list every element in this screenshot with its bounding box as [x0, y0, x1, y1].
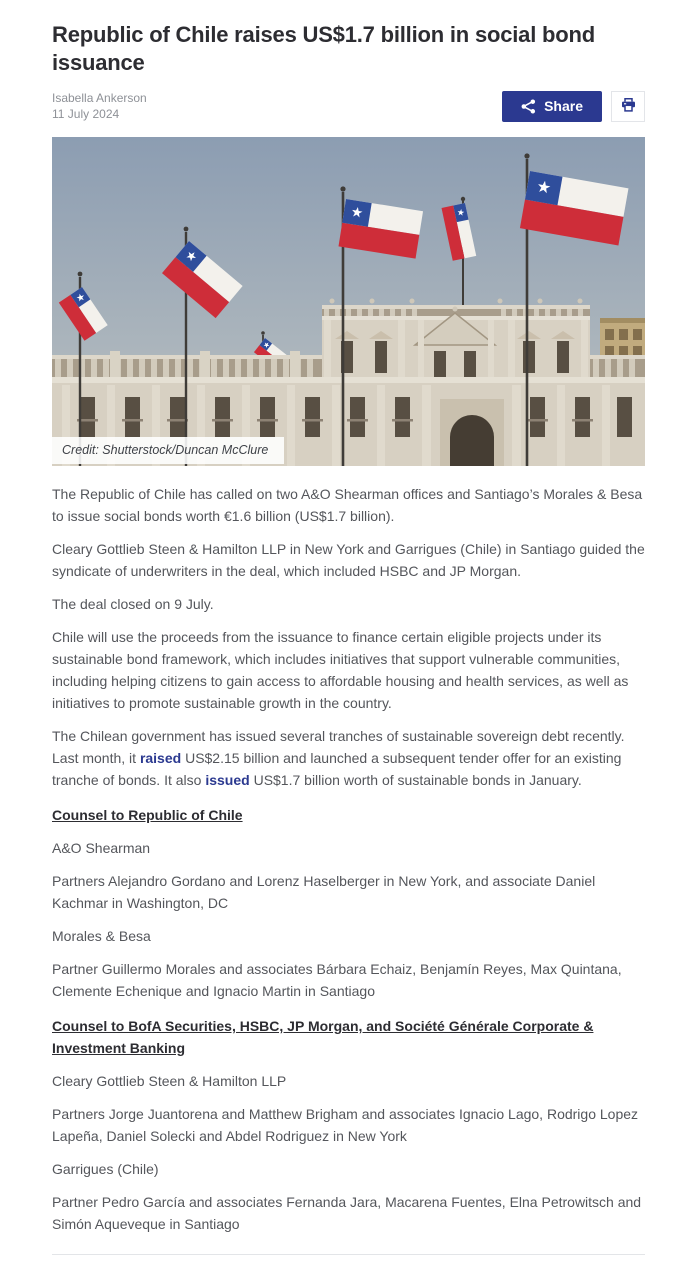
hero-image	[52, 137, 645, 466]
paragraph: Cleary Gottlieb Steen & Hamilton LLP in New York and Garrigues (Chile) in Santiago guided the syndicate of underwriters in the deal, which included HSBC and JP Morgan.	[52, 541, 645, 579]
paragraph: The Chilean government has issued several tranches of sustainable sovereign debt recently. Last month, it raised US$2.15 billion and launched a subsequent tender offer for an existing tranche of bonds. It also issued US$1.7 billion worth of sustainable bonds in January.	[52, 728, 625, 788]
paragraph: Partner Guillermo Morales and associates Bárbara Echaiz, Benjamín Reyes, Max Quintana, Clemente Echenique and Ignacio Martin in Santiago	[52, 961, 622, 999]
section-heading: Counsel to BofA Securities, HSBC, JP Morgan, and Société Générale Corporate & Investment Banking	[52, 1018, 594, 1056]
paragraph: Morales & Besa	[52, 928, 151, 944]
paragraph: A&O Shearman	[52, 840, 151, 856]
paragraph: Garrigues (Chile)	[52, 1161, 159, 1177]
share-button[interactable]	[502, 91, 602, 122]
bottom-divider	[52, 1254, 645, 1255]
paragraph: Partner Pedro García and associates Fernanda Jara, Macarena Fuentes, Elna Petrowitsch and Simón Aqueveque in Santiago	[52, 1194, 642, 1232]
paragraph: Partners Alejandro Gordano and Lorenz Haselberger in New York, and associate Daniel Kachmar in Washington, DC	[52, 873, 596, 911]
paragraph: The Republic of Chile has called on two A&O Shearman offices and Santiago’s Morales & Besa to issue social bonds worth €1.6 billion (US$1.7 billion).	[52, 486, 643, 524]
inline-link[interactable]: raised	[139, 750, 182, 766]
byline-author: Isabella Ankerson	[52, 91, 147, 105]
article-title: Republic of Chile raises US$1.7 billion in social bond issuance	[52, 22, 595, 75]
share-button-label: Share	[544, 98, 583, 114]
paragraph: Partners Jorge Juantorena and Matthew Brigham and associates Ignacio Lago, Rodrigo Lopez Lapeña, Daniel Solecki and Abdel Rodriguez in New York	[52, 1106, 639, 1144]
article-actions	[502, 91, 645, 122]
image-credit: Credit: Shutterstock/Duncan McClure	[52, 437, 284, 464]
hero-photo-illustration	[52, 137, 645, 466]
inline-link[interactable]: issued	[205, 772, 250, 788]
byline-date: 11 July 2024	[52, 107, 120, 121]
paragraph: Chile will use the proceeds from the issuance to finance certain eligible projects under its sustainable bond framework, which includes initiatives that support vulnerable communities, including helping citizens to gain access to affordable housing and health services, as well as initiatives to promote sustainable growth in the country.	[52, 629, 629, 711]
byline	[52, 90, 147, 122]
paragraph: The deal closed on 9 July.	[52, 596, 214, 612]
paragraph: Cleary Gottlieb Steen & Hamilton LLP	[52, 1073, 287, 1089]
palace-pavilion	[322, 299, 590, 386]
article-body	[52, 483, 645, 1235]
print-button[interactable]	[611, 91, 645, 122]
meta-row	[52, 90, 645, 122]
share-nodes-icon	[521, 99, 536, 114]
printer-icon	[620, 97, 637, 116]
section-heading: Counsel to Republic of Chile	[52, 807, 243, 823]
